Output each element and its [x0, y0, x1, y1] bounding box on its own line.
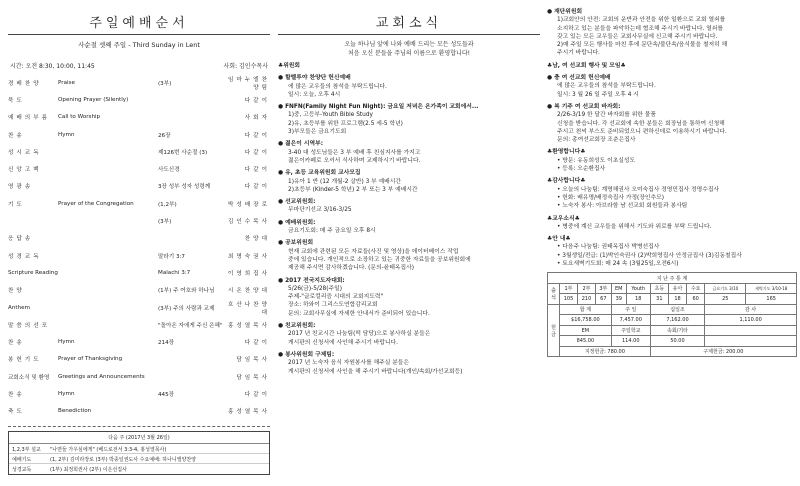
duty-label: 성경교독 — [12, 466, 32, 473]
news-item-line: 게시판의 신청서에 사인해 주시기 바랍니다. — [288, 339, 399, 346]
order-ref: "돌아온 자에게 주신 은혜" — [158, 322, 223, 329]
order-event: 찬송 — [8, 391, 25, 398]
news-item — [278, 322, 540, 347]
title-rule — [8, 34, 270, 35]
news-item — [278, 62, 540, 70]
news-item-heading: ♣감사합니다♣ — [547, 178, 586, 185]
duty-text: (1, 2부) 김미라장로 (3부) 박종일권도사 수요예배: 하나니엘양찬양 — [50, 456, 197, 463]
off-header: 속회/기타 — [650, 325, 704, 336]
att-header: 3부 — [595, 283, 611, 294]
worship-order-title: 주일예배순서 — [89, 16, 189, 31]
off-value: 50.00 — [650, 336, 704, 347]
order-event: Anthem — [8, 304, 31, 311]
news-item — [547, 215, 797, 232]
order-english: Praise — [58, 79, 75, 86]
order-event: 영광송 — [8, 184, 34, 191]
order-ref: (3부) 주의 사람과 교제 — [158, 305, 215, 312]
news-item-line: • 3월생일/전급: (1)박인숙권사 (2)박희영집사 안정금집사 (3)김동철집사 — [557, 252, 742, 259]
next-week-duty-box — [8, 431, 270, 475]
order-person: 담임목사 — [236, 357, 270, 364]
announcements-column — [547, 0, 797, 486]
news-item-heading: ● 할렐루야 찬양단 헌신예배 — [278, 75, 351, 82]
duty-text: (1부) 최정희권사 (2부) 이은선집사 — [50, 466, 127, 473]
order-person: 다같이 — [244, 97, 270, 104]
designated-offering: 지정헌금: 780.00 — [560, 346, 651, 357]
att-value: 60 — [687, 294, 705, 305]
att-value: 18 — [626, 294, 650, 305]
order-person: 찬양대 — [244, 236, 270, 243]
stats-title: 지 난 주 통 계 — [548, 273, 797, 284]
off-header: 감 사 — [705, 304, 797, 315]
order-person: 사회자 — [244, 115, 270, 122]
news-item-line: 에 많은 교우들의 참석을 부탁드립니다. — [557, 83, 656, 90]
news-item-line: 금요기도회: 매 주 금요일 오후 8시 — [288, 228, 376, 235]
news-item-line: 소지하고 있는 분들을 파악하는데 협조해 주시기 바랍니다. 열쇠를 — [557, 25, 723, 32]
order-event: 경배찬양 — [8, 80, 42, 87]
att-header: 초등 — [650, 283, 668, 294]
news-item-line: 5/26(금)-5/28(주일) — [288, 285, 342, 292]
att-value: 67 — [595, 294, 611, 305]
order-event: 신앙고백 — [8, 167, 42, 174]
news-item-line: 갖고 있는 모든 교우들은 교회사무실에 신고해 주시기 바랍니다. — [557, 33, 718, 40]
order-event: 찬송 — [8, 132, 25, 139]
news-item — [547, 103, 797, 144]
order-ref: 26장 — [158, 132, 171, 139]
order-event: 찬송 — [8, 340, 25, 347]
order-row — [8, 212, 270, 229]
order-person: 다같이 — [244, 391, 270, 398]
news-item-line: • 노숙자 봉사: 아브라함 남 선교회 회원들과 봉사팀 — [557, 203, 688, 210]
news-item-line: 중에 있습니다. 개인적으로 소장하고 있는 귀중한 자료들을 공보위원회에 — [288, 256, 471, 263]
order-ref: (1,2부) — [158, 201, 177, 208]
order-row — [8, 160, 270, 177]
news-item-heading: ● 친교위원회: — [278, 323, 316, 330]
news-item-heading: ● FNFN(Family Night Fun Night): 금요일 저녁은 온가족이 교회에서... — [278, 104, 479, 111]
order-person: 다같이 — [244, 132, 270, 139]
order-event: 기도 — [8, 201, 25, 208]
news-item-heading: ♣교우소식♣ — [547, 215, 580, 222]
news-item-heading: ● 충 여 선교회 헌신예배 — [547, 75, 611, 82]
news-item-line: 3)부모들은 금요기도회 — [288, 129, 347, 136]
att-header: 1부 — [560, 283, 578, 294]
duty-row — [9, 444, 269, 454]
news-item-heading: ● 젊은이 시역부: — [278, 141, 324, 148]
news-item — [547, 62, 797, 70]
news-item-line: • 방문: 유동희성도 이초실성도 — [557, 157, 636, 164]
att-value: 18 — [668, 294, 686, 305]
news-item-line: 1)교회안의 안전: 교회의 운반과 안전을 위한 일환으로 교회 열쇠를 — [557, 17, 726, 24]
news-item-line: 게시판의 신청서에 사인을 해 주시기 바랍니다(개인/속회/가선교회등) — [288, 368, 463, 375]
order-person: 다같이 — [244, 340, 270, 347]
news-item-line: 일시: 오늘, 오후 4시 — [288, 91, 341, 98]
off-value: 845.00 — [560, 336, 612, 347]
news-item — [547, 177, 797, 210]
order-row — [8, 109, 270, 126]
order-ref: (3부) — [158, 219, 172, 226]
order-row — [8, 316, 270, 333]
att-value: 210 — [577, 294, 595, 305]
order-english: Prayer of Thanksgiving — [58, 356, 123, 363]
order-row — [8, 247, 270, 264]
order-row — [8, 282, 270, 299]
news-item — [278, 103, 540, 136]
news-item-line: 2)매 주일 모든 행사들 마친 후에 문단속/불단속/음식물을 철저히 해 — [557, 42, 728, 49]
order-row — [8, 385, 270, 402]
news-item-line: 2017 년 노숙자 음식 자원봉사를 해주실 분들은 — [288, 360, 410, 367]
news-item-heading: ● 예배위원회: — [278, 219, 316, 226]
service-time-row — [8, 61, 270, 70]
service-officiant: 사회: 김인수목사 — [223, 63, 268, 70]
order-person: 다같이 — [244, 149, 270, 156]
off-value: 7,457.00 — [611, 315, 650, 326]
off-header: 합 계 — [560, 304, 612, 315]
off-header: EM — [560, 325, 612, 336]
title-rule — [278, 34, 540, 35]
news-sections — [278, 62, 540, 376]
news-item-heading: ● 선교위원회: — [278, 199, 316, 206]
order-english: Call to Worship — [58, 114, 101, 121]
att-header: 금요기도 3/10 — [705, 283, 746, 294]
order-row — [8, 403, 270, 420]
duty-row — [9, 464, 269, 474]
order-row — [8, 74, 270, 91]
news-item — [278, 74, 540, 99]
order-ref: Malachi 3:7 — [158, 269, 191, 276]
welcome-line: 처음 오신 분들을 주님의 이름으로 환영합니다! — [347, 50, 471, 57]
duty-label: 예배기도 — [12, 456, 32, 463]
news-item — [547, 235, 797, 268]
order-person: 홍성열목사 — [227, 409, 270, 416]
duty-row — [9, 454, 269, 464]
order-english: Benediction — [58, 408, 92, 415]
worship-order-column — [8, 0, 270, 486]
order-event: Scripture Reading — [8, 269, 58, 276]
att-value: 165 — [746, 294, 797, 305]
news-item-line: 주시고 천씨 부스도 준비되었으니 편하신데로 이용하시기 바랍니다. — [557, 128, 727, 135]
news-item — [547, 74, 797, 99]
order-ref: 445장 — [158, 391, 175, 398]
order-ref: 3장 성부 성자 성령께 — [158, 184, 211, 191]
news-item-line: 문의: 총여선교회장 조춘은집사 — [557, 137, 636, 144]
weekly-stats-table — [547, 272, 797, 357]
off-header: 주일학교 — [611, 325, 650, 336]
church-news-title: 교회소식 — [375, 16, 443, 31]
relief-offering: 구제헌금: 200.00 — [650, 346, 796, 357]
news-item-line: • 병중에 계신 교우들을 위해서 기도와 위로를 부탁 드립니다. — [557, 223, 712, 230]
news-item-line: 장소: 하와이 그리스도연합감리교회 — [288, 302, 378, 309]
news-item-heading: ● 공보위원회 — [278, 240, 314, 247]
order-english: Opening Prayer (Silently) — [58, 96, 129, 103]
news-item-heading: ● 봉사위원회 구제팀: — [278, 351, 335, 358]
news-item-line: 3-40 대 성도님들은 3 부 예배 후 친심지사를 가지고 — [288, 149, 421, 156]
news-item-line: • 다음주 나눔팀: 권태옥집사 박병선집사 — [557, 244, 660, 251]
off-value: $16,758.00 — [560, 315, 612, 326]
order-row — [8, 333, 270, 350]
news-item-line: 제공해 주시면 감사하겠습니다. (문의-윤태옥집사) — [288, 265, 414, 272]
news-item-line: 문의: 교회사무실에 자세한 안내서가 준비되어 있습니다. — [288, 310, 430, 317]
order-person: 다같이 — [244, 167, 270, 174]
order-person: 호산나찬양대 — [227, 301, 270, 316]
news-item-heading: ♣안 내♣ — [547, 236, 571, 243]
duty-text: "나면들 가우심에게" (베드로전서 3:3-4, 홍성열목사) — [50, 446, 167, 453]
att-value: 105 — [560, 294, 578, 305]
news-item-line: 주제-"글로컬리즘 시대의 교회지도력" — [288, 294, 384, 301]
off-header: 십일조 — [650, 304, 704, 315]
order-english: Hymn — [58, 339, 75, 346]
news-item-line: 젊은이카페로 오셔서 식사하며 교제하시기 바랍니다. — [288, 157, 421, 164]
attendance-label: 출석 — [548, 283, 560, 304]
order-person: 박성배장로 — [227, 201, 270, 208]
order-row — [8, 143, 270, 160]
news-item — [278, 169, 540, 194]
order-row — [8, 368, 270, 385]
order-event: 교회소식 및 환영 — [8, 374, 50, 381]
news-item-line: 1)유아 1 반 (12 개월-2 살반) 3 부 예배시간 — [288, 178, 401, 185]
worship-order-list — [8, 74, 270, 420]
att-value: 31 — [650, 294, 668, 305]
welcome-line: 오늘 하나님 앞에 나와 예배 드리는 모든 성도들과 — [344, 41, 474, 48]
off-value: 1,110.00 — [705, 315, 797, 326]
order-english: Prayer of the Congregation — [58, 200, 134, 207]
order-english: Hymn — [58, 390, 75, 397]
order-event: 예배의부름 — [8, 115, 51, 122]
news-item-line: • 등록: 오순환집사 — [557, 166, 606, 173]
news-item — [278, 277, 540, 318]
order-person: 시온찬양대 — [227, 288, 270, 295]
order-ref: 사도신경 — [158, 167, 180, 174]
news-item — [547, 8, 797, 58]
att-header: Youth — [626, 283, 650, 294]
off-empty — [705, 325, 797, 336]
order-person: 임마누엘찬양팀 — [227, 76, 270, 91]
att-header: 2부 — [577, 283, 595, 294]
att-value: 39 — [611, 294, 626, 305]
order-person: 최명숙권사 — [227, 253, 270, 260]
news-item-heading: ● 2017 전국지도자대회: — [278, 277, 345, 284]
att-header: EM — [611, 283, 626, 294]
order-ref: (3부) — [158, 80, 172, 87]
order-ref: 말라기 3:7 — [158, 253, 185, 260]
news-item — [278, 239, 540, 272]
order-english: Greetings and Announcements — [58, 373, 145, 380]
order-row — [8, 351, 270, 368]
order-row — [8, 264, 270, 281]
news-item-heading: ♣환영합니다♣ — [547, 149, 586, 156]
order-row — [8, 230, 270, 247]
order-person: 김인수목사 — [227, 219, 270, 226]
church-news-column — [278, 0, 540, 486]
order-person: 홍성열목사 — [227, 322, 270, 329]
news-item — [278, 219, 540, 236]
offering-label: 헌금 — [548, 304, 560, 357]
order-event: 말씀의선포 — [8, 322, 51, 329]
news-item-line: 2/26-3/19 한 달간 바자회를 위한 물품 — [557, 112, 656, 119]
news-item-line: 현재 교회에 관련된 모든 자료들(사진 및 영상)을 데이터베이스 작업 — [288, 248, 459, 255]
news-item-line: • 헌화: 배유명/배정숙집사 가정(장인추모) — [557, 194, 664, 201]
news-item-line: 신청을 받습니다. 각 선교회에 속한 분들은 회장님을 통하여 신청해 — [557, 120, 725, 127]
order-ref: 제126번 사순절 (3) — [158, 149, 208, 156]
welcome-message — [278, 40, 540, 58]
order-row — [8, 299, 270, 316]
order-english: Hymn — [58, 131, 75, 138]
order-ref: (1부) 주 여호와 하나님 — [158, 288, 215, 295]
order-event: 묵도 — [8, 97, 25, 104]
att-header: 수요 — [687, 283, 705, 294]
news-item-line: 2)유, 초등부를 위한 프로그램(2.5 세-5 학년) — [288, 120, 403, 127]
order-event: 응답송 — [8, 236, 34, 243]
news-item-line: 에 많은 교우들의 참석을 부탁드립니다. — [288, 83, 387, 90]
next-week-header: 다음 주 (2017년 3월 26일) — [9, 432, 269, 444]
order-row — [8, 91, 270, 108]
announcement-sections — [547, 8, 797, 268]
news-item-heading: ♣남, 여 선교회 행사 및 모임♣ — [547, 62, 626, 69]
att-header: 유아 — [668, 283, 686, 294]
order-person: 담임목사 — [236, 374, 270, 381]
att-header: 새벽기도 3/10-18 — [746, 283, 797, 294]
news-item-heading: ● 재단위원회 — [547, 9, 583, 15]
news-item — [278, 140, 540, 165]
news-item — [278, 351, 540, 376]
off-header: 주 일 — [611, 304, 650, 315]
news-item-line: • 오늘의 나눔팀: 계명해권사 오미숙집사 정영민집사 정명수집사 — [557, 186, 720, 193]
duty-label: 1,2,3부 설교 — [12, 446, 41, 453]
news-item-heading: ● 유, 초등 교육위원회 교사모집 — [278, 170, 361, 177]
news-item-line: 2)초등부 (Kinder-5 학년) 2 부 또는 3 부 예배시간 — [288, 186, 418, 193]
news-item-heading: ● 복 기주 여 선교회 바자회: — [547, 103, 621, 110]
dashed-divider — [8, 426, 270, 427]
news-item-line: 일시: 3 월 26 일 주일 오후 4 시 — [557, 91, 639, 98]
news-item-line: 1)중, 고등부-Youth Bible Study — [288, 112, 373, 119]
news-item-heading: ♣위원회 — [278, 63, 300, 69]
news-item-line: 무마단기선교 3/16-3/25 — [288, 207, 352, 214]
news-item-line: • 토요새벽기도회: 매 24 속 (3월25일,오전6시) — [557, 261, 679, 268]
news-item — [278, 198, 540, 215]
att-value: 25 — [705, 294, 746, 305]
order-ref: 214장 — [158, 340, 175, 347]
order-event: 봉헌기도 — [8, 357, 42, 364]
order-row — [8, 195, 270, 212]
news-item-line: 2017 년 친교시간 나눔팀(떡 담당)으로 봉사하실 분들은 — [288, 331, 431, 338]
order-event: 찬양 — [8, 288, 25, 295]
news-item-line: 주시기 바랍니다. — [557, 50, 600, 57]
off-value: 7,162.00 — [650, 315, 704, 326]
order-row — [8, 178, 270, 195]
order-event: 축도 — [8, 409, 25, 416]
service-time: 시간: 오전 8:30, 10:00, 11:45 — [10, 63, 95, 70]
order-event: 성경교독 — [8, 253, 42, 260]
order-person: 다같이 — [244, 184, 270, 191]
order-person: 이영희집사 — [227, 270, 270, 277]
off-value: 114.00 — [611, 336, 650, 347]
worship-subtitle: 사순절 셋째 주일 - Third Sunday in Lent — [78, 41, 200, 49]
news-item — [547, 148, 797, 173]
order-event: 성시교독 — [8, 149, 42, 156]
order-row — [8, 126, 270, 143]
off-empty — [705, 336, 797, 347]
